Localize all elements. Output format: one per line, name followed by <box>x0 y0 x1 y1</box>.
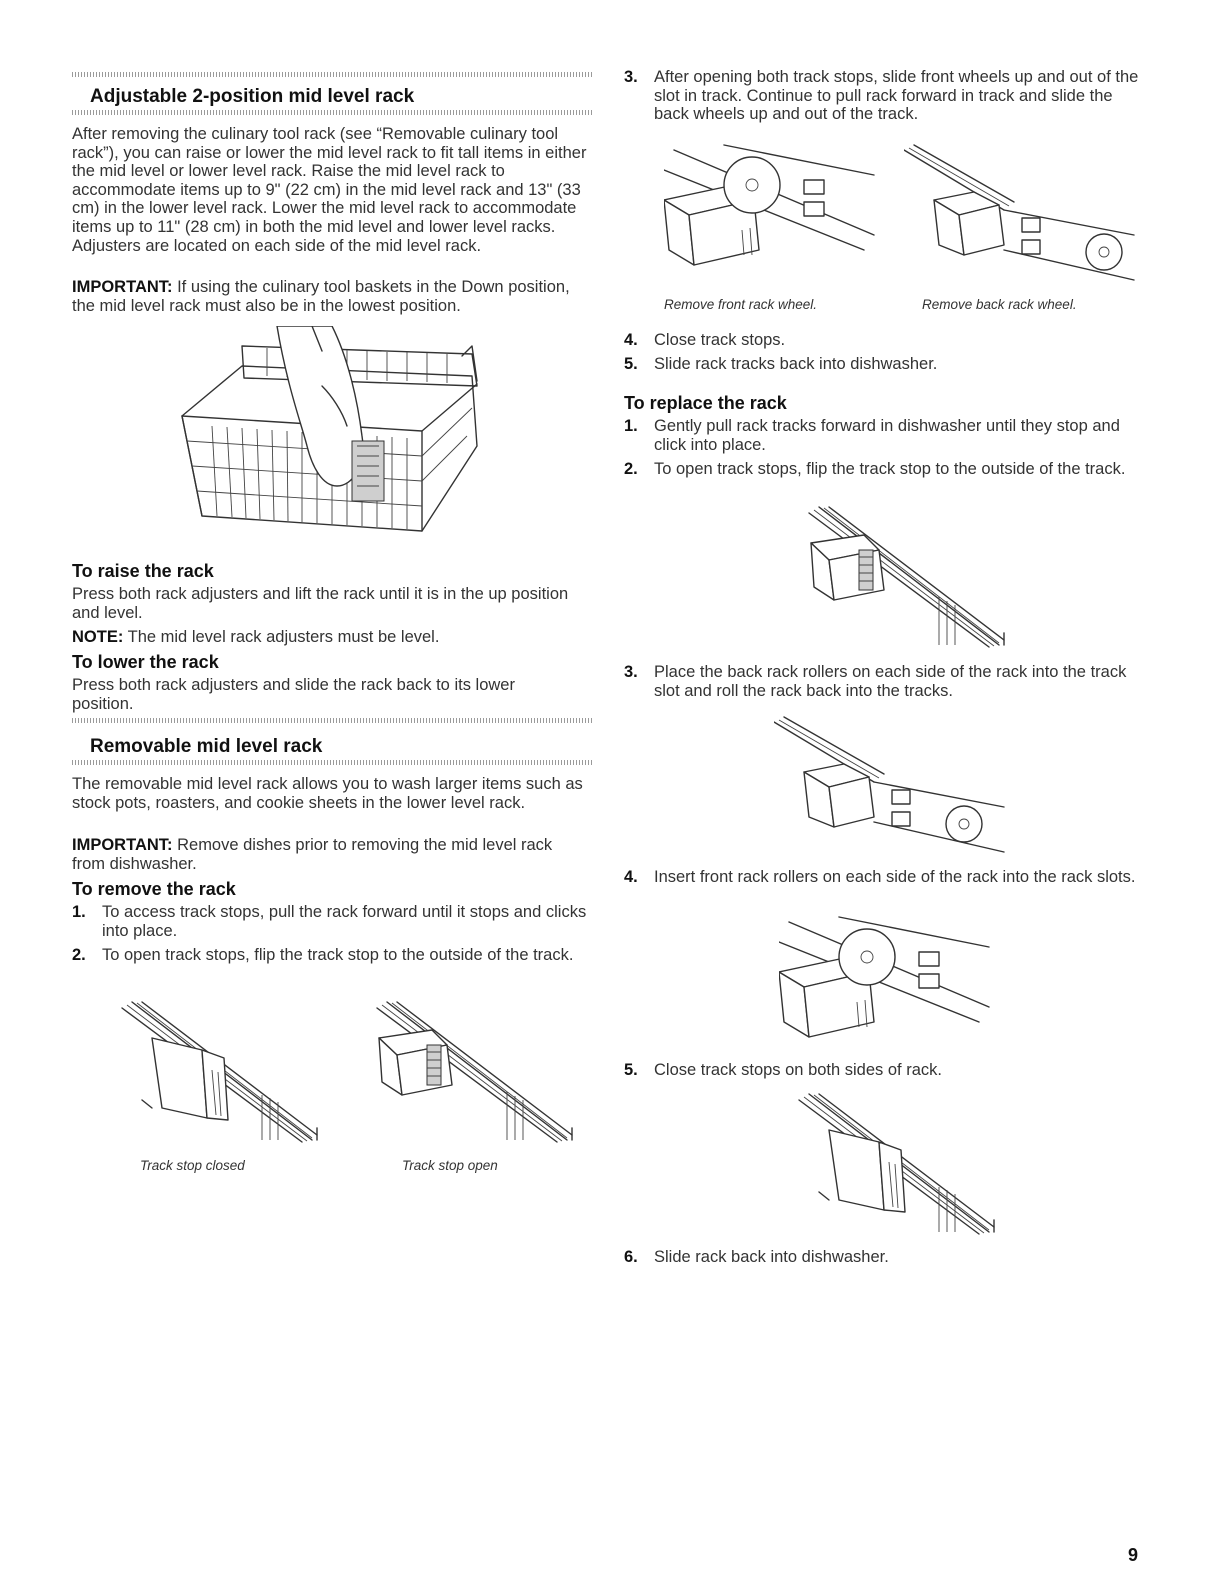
step-number: 1. <box>624 417 638 435</box>
list-item <box>624 68 1140 124</box>
page-number: 9 <box>1128 1545 1139 1565</box>
section-rule-top <box>72 72 594 77</box>
replace-rack-title: To replace the rack <box>624 393 787 413</box>
important-label: IMPORTANT: <box>72 836 173 854</box>
remove-front-wheel-illustration <box>664 140 884 280</box>
step-number: 2. <box>72 946 86 964</box>
step-number: 5. <box>624 355 638 373</box>
section-rule-bottom <box>72 760 594 765</box>
step-text: Close track stops on both sides of rack. <box>654 1061 942 1079</box>
front-rollers-illustration <box>779 912 999 1052</box>
step-text: To open track stops, flip the track stop to the outside of the track. <box>102 946 574 964</box>
step-text: Slide rack tracks back into dishwasher. <box>654 355 938 373</box>
step-number: 3. <box>624 663 638 681</box>
close-track-stops-drawing <box>789 1092 999 1242</box>
step-number: 6. <box>624 1248 638 1266</box>
list-item <box>624 1061 1140 1080</box>
step-number: 5. <box>624 1061 638 1079</box>
track-stop-closed-drawing <box>112 1000 322 1145</box>
raise-rack-note <box>72 628 588 647</box>
list-item <box>624 663 1140 700</box>
list-item <box>72 946 588 965</box>
section-rule-top <box>72 718 594 723</box>
adjustable-rack-important <box>72 278 588 315</box>
list-item <box>72 903 588 940</box>
track-stop-open-drawing <box>367 1000 577 1145</box>
track-stop-closed-illustration <box>112 1000 322 1145</box>
rack-wire-drawing <box>172 326 502 551</box>
track-stop-open-illustration <box>367 1000 577 1145</box>
section-rule-bottom <box>72 110 594 115</box>
caption-remove-front-wheel: Remove front rack wheel. <box>664 297 818 312</box>
list-item <box>624 331 1140 350</box>
back-rollers-drawing <box>774 712 1014 862</box>
step-text: Gently pull rack tracks forward in dishwasher until they stop and click into place. <box>654 417 1120 454</box>
step-number: 4. <box>624 868 638 886</box>
step-number: 4. <box>624 331 638 349</box>
step-text: After opening both track stops, slide front wheels up and out of the slot in track. Continue to pull rack forward in track and slide the back wheels up and out of the track. <box>654 68 1139 124</box>
front-wheel-drawing <box>664 140 884 280</box>
step-text: To access track stops, pull the rack forward until it stops and clicks into place. <box>102 903 587 940</box>
step-number: 1. <box>72 903 86 921</box>
close-track-stops-illustration <box>789 1092 999 1242</box>
step-text: Close track stops. <box>654 331 786 349</box>
mid-level-rack-illustration <box>172 326 502 551</box>
step-text: Place the back rack rollers on each side of the rack into the track slot and roll the rack back into the tracks. <box>654 663 1127 700</box>
raise-rack-title: To raise the rack <box>72 561 214 581</box>
important-label: IMPORTANT: <box>72 278 173 296</box>
caption-track-stop-closed: Track stop closed <box>140 1158 245 1173</box>
step-text: Slide rack back into dishwasher. <box>654 1248 889 1266</box>
step-text: Insert front rack rollers on each side of the rack into the rack slots. <box>654 868 1136 886</box>
lower-rack-title: To lower the rack <box>72 652 219 672</box>
back-rollers-illustration <box>774 712 1014 862</box>
list-item <box>624 1248 1140 1267</box>
lower-rack-text: Press both rack adjusters and slide the rack back to its lower position. <box>72 676 515 713</box>
section-title-adjustable-rack: Adjustable 2-position mid level rack <box>90 86 415 107</box>
list-item <box>624 868 1140 887</box>
list-item <box>624 417 1140 454</box>
list-item <box>624 460 1140 479</box>
remove-rack-title: To remove the rack <box>72 879 236 899</box>
note-text: The mid level rack adjusters must be level. <box>123 628 440 646</box>
step-number: 3. <box>624 68 638 86</box>
removable-rack-intro: The removable mid level rack allows you to wash larger items such as stock pots, roasters, and cookie sheets in the lower level rack. <box>72 775 583 812</box>
caption-remove-back-wheel: Remove back rack wheel. <box>922 297 1077 312</box>
step-text: To open track stops, flip the track stop to the outside of the track. <box>654 460 1126 478</box>
note-label: NOTE: <box>72 628 124 646</box>
step-number: 2. <box>624 460 638 478</box>
open-track-stop-drawing <box>799 505 1009 650</box>
important-text: Remove dishes prior to removing the mid level rack from dishwasher. <box>72 836 553 873</box>
remove-back-wheel-illustration <box>904 140 1144 290</box>
important-text: If using the culinary tool baskets in the Down position, the mid level rack must also be in the lowest position. <box>72 278 570 315</box>
front-rollers-drawing <box>779 912 999 1052</box>
caption-track-stop-open: Track stop open <box>402 1158 498 1173</box>
list-item <box>624 355 1140 374</box>
open-track-stop-illustration <box>799 505 1009 650</box>
section-title-removable-rack: Removable mid level rack <box>90 736 323 757</box>
raise-rack-text: Press both rack adjusters and lift the rack until it is in the up position and level. <box>72 585 569 622</box>
adjustable-rack-intro: After removing the culinary tool rack (see “Removable culinary tool rack”), you can raise or lower the mid level rack to fit tall items in either the mid level or lower level rack. Raise the mid level rack to accommodate items up to 9" (22 cm) in the mid level rack and 13" (33 cm) in the lower level rack. Lower the mid level rack to accommodate items up to 11" (28 cm) in both the mid level and lower level racks. Adjusters are located on each side of the mid level rack. <box>72 125 587 255</box>
back-wheel-drawing <box>904 140 1144 290</box>
removable-rack-important <box>72 836 588 873</box>
